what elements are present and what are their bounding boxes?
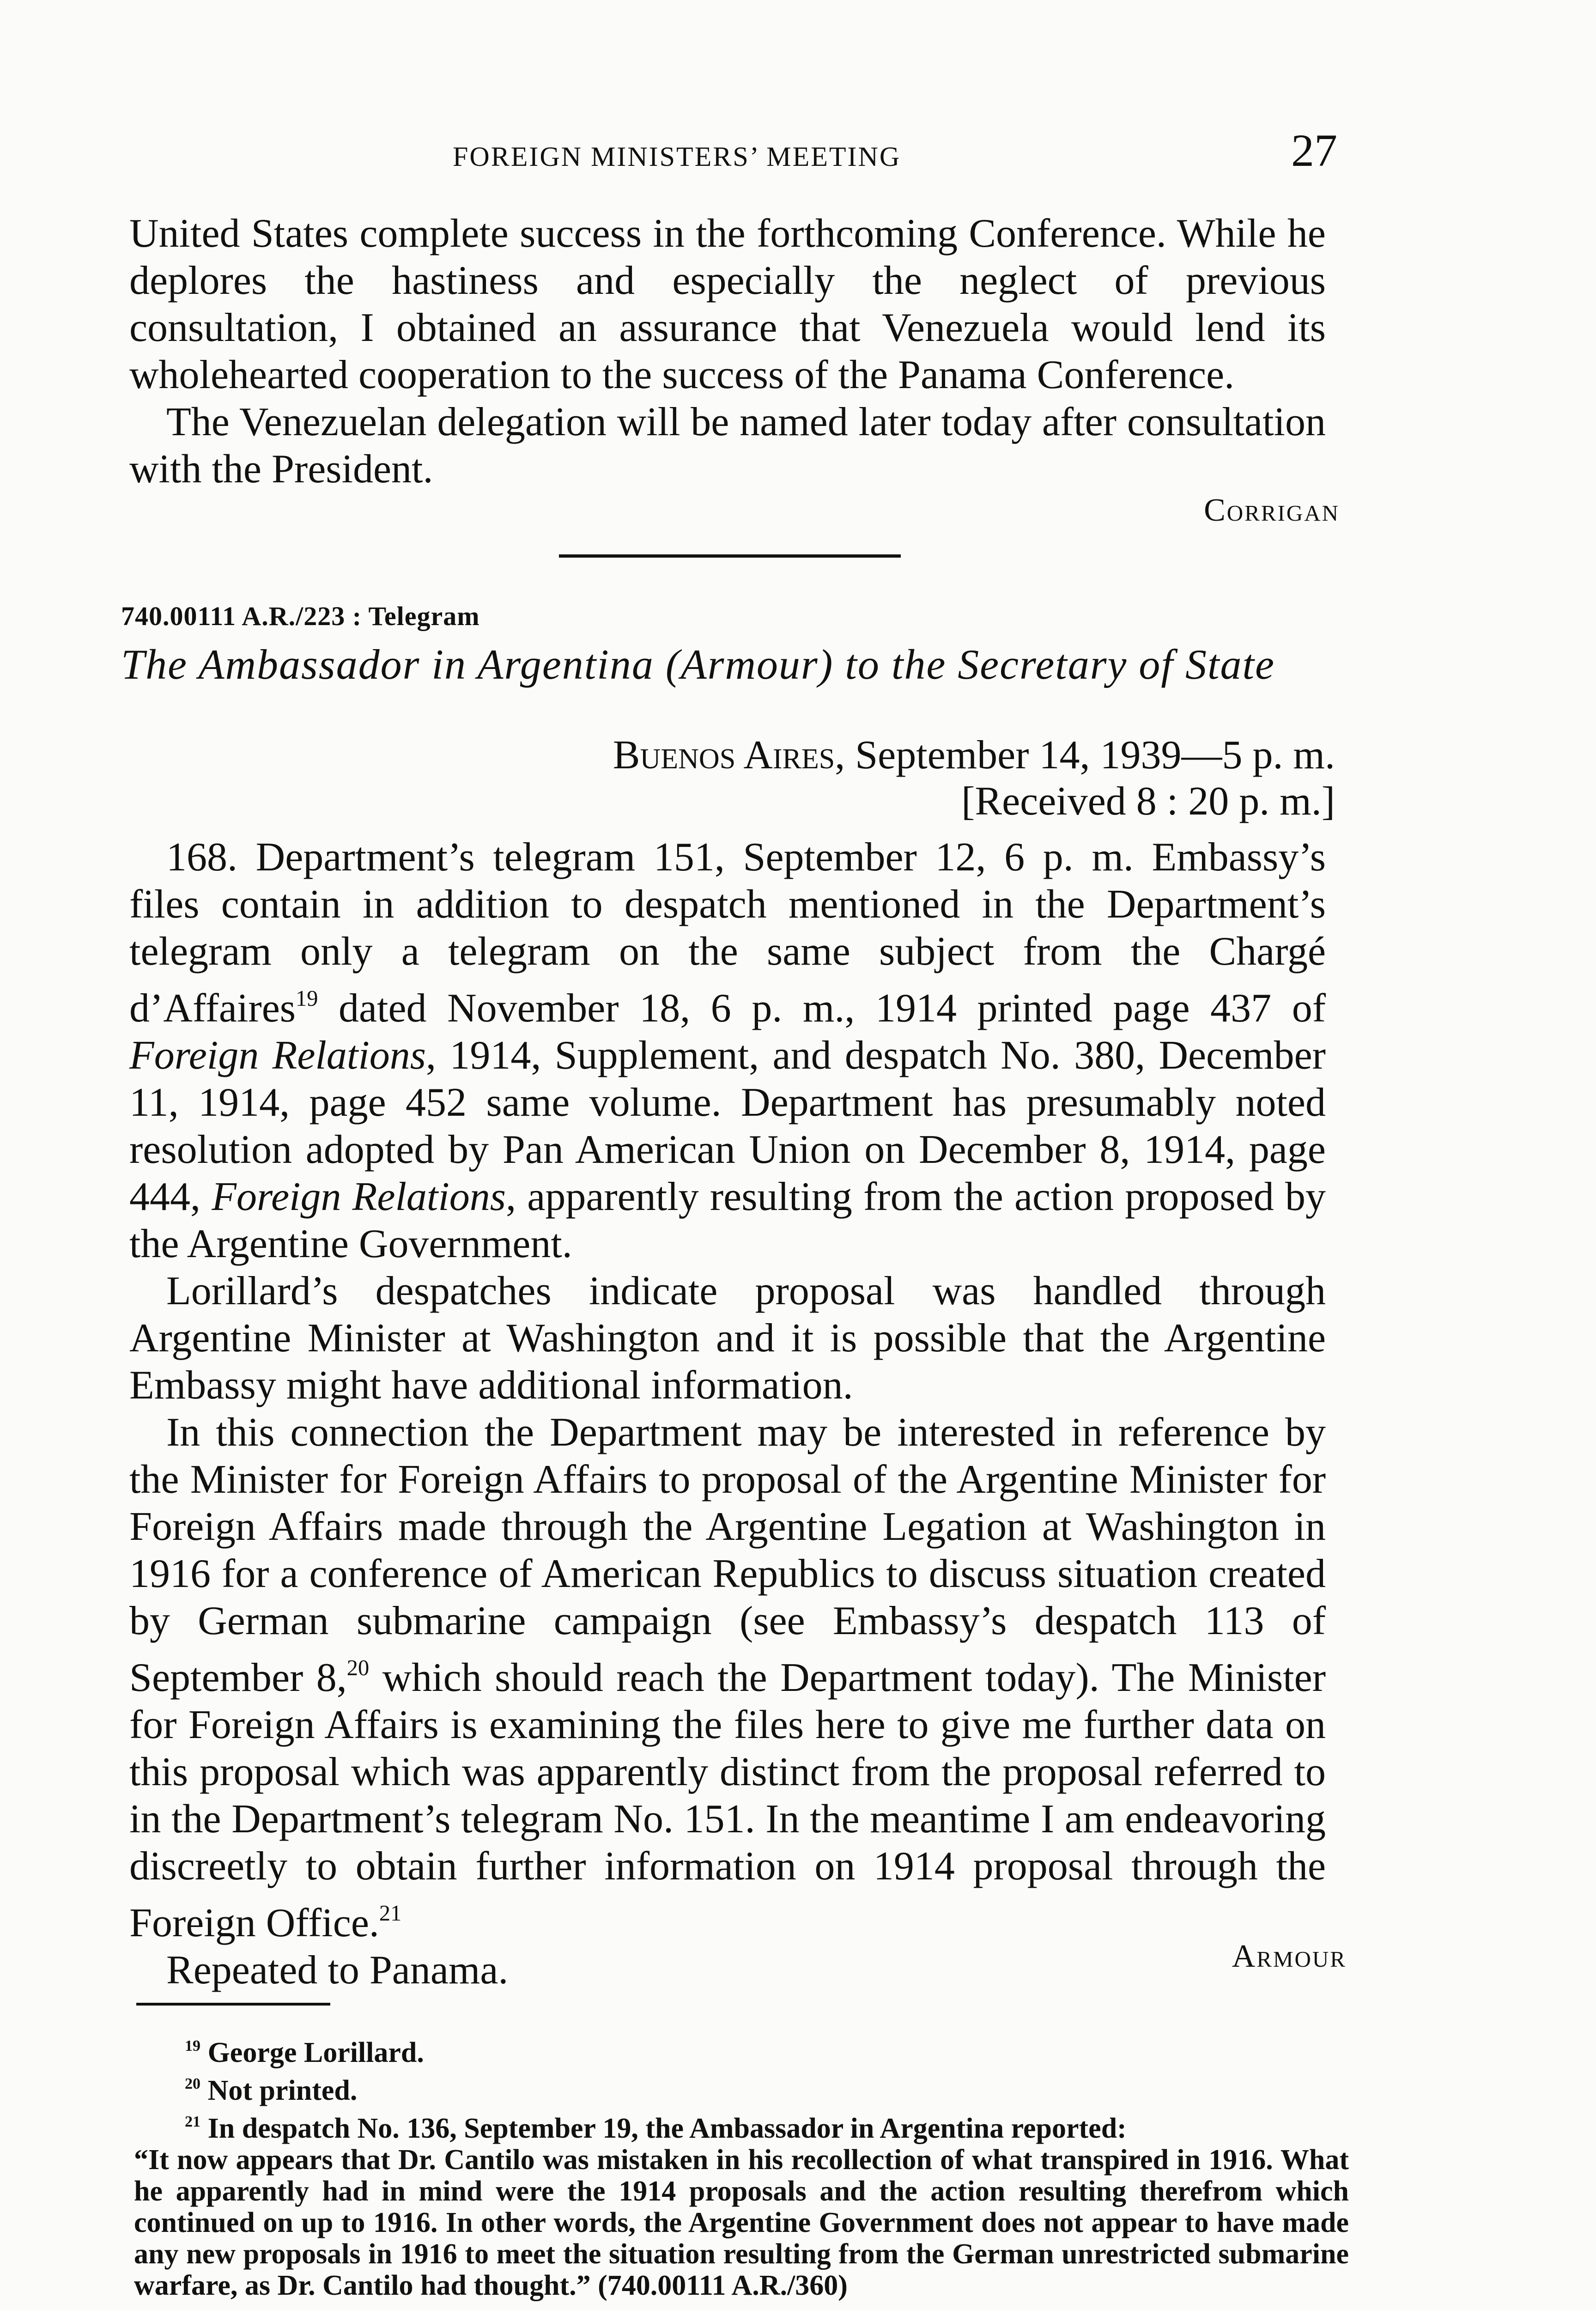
received-time: [Received 8 : 20 p. m.] — [961, 779, 1335, 824]
footnote-21-quote: “It now appears that Dr. Cantilo was mistaken in his recollection of what transpired in 1916. What he apparently had in mind were the 1914 proposals and the action resulting therefrom which continued on up to 1916. In other words, the Argentine Government does not appear to have made any new proposals in 1916 to meet the situation resulting from the German unrestricted submarine warfare, as Dr. Cantilo had thought.” (740.00111 A.R./360) — [134, 2144, 1349, 2301]
text-run: In this connection the Department may be interested in reference by the Minister for Foreign Affairs to proposal of the Argentine Minister for Foreign Affairs made through the Argentine Legation at Washington in 1916 for a conference of American Republics to discuss situation created by German submarine campaign (see Embassy’s despatch 113 of September 8, — [129, 1410, 1326, 1700]
footnote-number: 21 — [185, 2113, 201, 2130]
italic-title: Foreign Relations — [212, 1174, 506, 1219]
footnote-text: George Lorillard. — [200, 2036, 424, 2068]
footnote-text: In despatch No. 136, September 19, the Ambassador in Argentina reported: — [200, 2112, 1127, 2144]
section-divider — [559, 554, 901, 558]
file-reference: 740.00111 A.R./223 : Telegram — [121, 601, 480, 631]
paragraph: Lorillard’s despatches indicate proposal was handled through Argentine Minister at Washington and it is possible that the Argentine Embassy might have additional information. — [129, 1268, 1326, 1408]
previous-document-text — [129, 210, 1326, 493]
footnote-number: 20 — [185, 2075, 201, 2092]
footnote-20 — [185, 2068, 1349, 2106]
footnote-divider — [136, 2003, 330, 2006]
paragraph: United States complete success in the forthcoming Conference. While he deplores the hastiness and especially the neglect of previous consultation, I obtained an assurance that Venezuela would lend its wholehearted cooperation to the success of the Panama Conference. — [129, 211, 1326, 397]
text-run: which should reach the Department today). The Minister for Foreign Affairs is examining the files here to give me further data on this proposal which was apparently distinct from the proposal referred to in the Department’s telegram No. 151. In the meantime I am endeavoring discreetly to obtain further information on 1914 proposal through the Foreign Office. — [129, 1655, 1326, 1945]
footnote-ref-20: 20 — [346, 1655, 370, 1680]
footnote-ref-19: 19 — [296, 986, 318, 1011]
footnote-19 — [185, 2030, 1349, 2068]
footnotes — [134, 2030, 1349, 2301]
text-run: , apparently resulting from the action proposed by the Argentine Government. — [129, 1174, 1326, 1266]
page-number: 27 — [1291, 125, 1337, 176]
text-run: dated November 18, 6 p. m., 1914 printed page 437 of — [318, 985, 1326, 1031]
paragraph — [129, 834, 1326, 1268]
italic-title: Foreign Relations — [129, 1033, 426, 1078]
footnote-21 — [185, 2106, 1349, 2144]
document-title: The Ambassador in Argentina (Armour) to the Secretary of State — [121, 641, 1275, 688]
footnote-ref-21: 21 — [379, 1901, 402, 1926]
signature-armour: Armour — [1232, 1939, 1347, 1974]
text-run: , 1914, Supplement, and despatch No. 380, December 11, 1914, page 452 same volume. Department has presumably noted resolution adopted by Pan American Union on December 8, 1914, page 444, — [129, 1033, 1326, 1219]
text-run: 168. Department’s telegram 151, September 12, 6 p. m. Embassy’s files contain in addition to despatch mentioned in the Department’s telegram only a telegram on the same subject from the Chargé d’Affaires — [129, 835, 1326, 1031]
dateline — [613, 732, 1335, 825]
footnote-text: Not printed. — [200, 2074, 358, 2106]
telegram-body — [129, 834, 1326, 1994]
running-head: FOREIGN MINISTERS’ MEETING — [453, 141, 901, 172]
paragraph: The Venezuelan delegation will be named later today after consultation with the President. — [129, 400, 1326, 492]
paragraph: Repeated to Panama. — [166, 1947, 509, 1993]
dateline-place: Buenos Aires — [613, 733, 835, 778]
footnote-number: 19 — [185, 2037, 201, 2055]
dateline-date: , September 14, 1939—5 p. m. — [835, 733, 1335, 778]
paragraph — [129, 1409, 1326, 1947]
signature-corrigan: Corrigan — [1204, 492, 1340, 528]
